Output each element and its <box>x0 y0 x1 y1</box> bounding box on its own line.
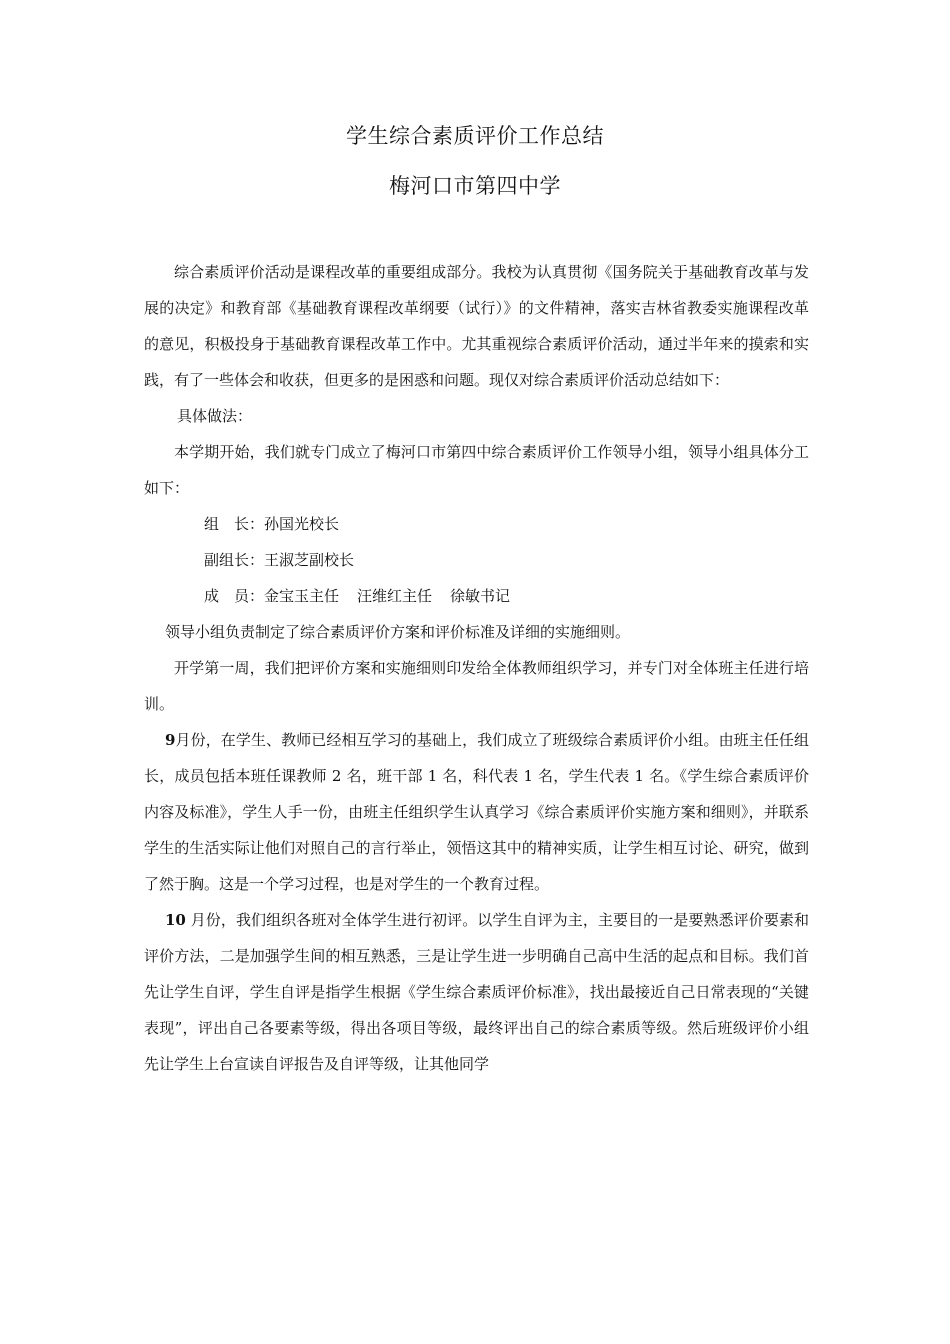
paragraph-first-week: 开学第一周，我们把评价方案和实施细则印发给全体教师组织学习，并专门对全体班主任进行培训。 <box>144 659 809 713</box>
paragraph-group-duty: 领导小组负责制定了综合素质评价方案和评价标准及详细的实施细则。 <box>165 623 631 641</box>
october-month: 10 <box>165 911 186 929</box>
paragraph-group-setup: 本学期开始，我们就专门成立了梅河口市第四中综合素质评价工作领导小组，领导小组具体分工如下： <box>144 443 809 497</box>
september-month: 9 <box>165 731 176 749</box>
october-text: 月份，我们组织各班对全体学生进行初评。以学生自评为主，主要目的一是要熟悉评价要素和评价方法，二是加强学生间的相互熟悉，三是让学生进一步明确自己高中生活的起点和目标。我们首先让学生自评，学生自评是指学生根据《学生综合素质评价标准》，找出最接近自己日常表现的“关键表现”，评出自己各要素等级，得出各项目等级，最终评出自己的综合素质等级。然后班级评价小组先让学生上台宣读自评报告及自评等级，让其他同学 <box>144 911 809 1073</box>
deputy-name: 王淑芝副校长 <box>264 551 355 569</box>
paragraph-september <box>144 722 809 902</box>
leader-name: 孙国光校长 <box>264 515 340 533</box>
paragraph-october <box>144 902 809 1082</box>
member-3-name: 徐敏书记 <box>450 587 511 605</box>
member-1-name: 金宝玉主任 <box>264 587 340 605</box>
member-2-name: 汪维红主任 <box>357 587 433 605</box>
leader-role: 组 长： <box>204 515 265 533</box>
deputy-line <box>144 542 809 578</box>
deputy-role: 副组长： <box>204 551 265 569</box>
september-text: 月份，在学生、教师已经相互学习的基础上，我们成立了班级综合素质评价小组。由班主任任组长，成员包括本班任课教师 2 名，班干部 1 名，科代表 1 名，学生代表 1 名。《学生综合素质评价内容及标准》，学生人手一份，由班主任组织学生认真学习《综合素质评价实施方案和细则》，并联系学生的生活实际让他们对照自己的言行举止，领悟这其中的精神实质，让学生相互讨论、研究，做到了然于胸。这是一个学习过程，也是对学生的一个教育过程。 <box>144 731 809 893</box>
document-body <box>144 254 809 1082</box>
members-role: 成 员： <box>204 587 265 605</box>
members-line <box>144 578 809 614</box>
document-title: 学生综合素质评价工作总结 <box>346 124 604 148</box>
document-subtitle: 梅河口市第四中学 <box>389 174 561 198</box>
leader-line <box>144 506 809 542</box>
paragraph-intro: 综合素质评价活动是课程改革的重要组成部分。我校为认真贯彻《国务院关于基础教育改革与发展的决定》和教育部《基础教育课程改革纲要（试行）》的文件精神，落实吉林省教委实施课程改革的意见，积极投身于基础教育课程改革工作中。尤其重视综合素质评价活动，通过半年来的摸索和实践，有了一些体会和收获，但更多的是困惑和问题。现仅对综合素质评价活动总结如下： <box>144 263 809 389</box>
paragraph-methods-heading: 具体做法： <box>177 407 253 425</box>
